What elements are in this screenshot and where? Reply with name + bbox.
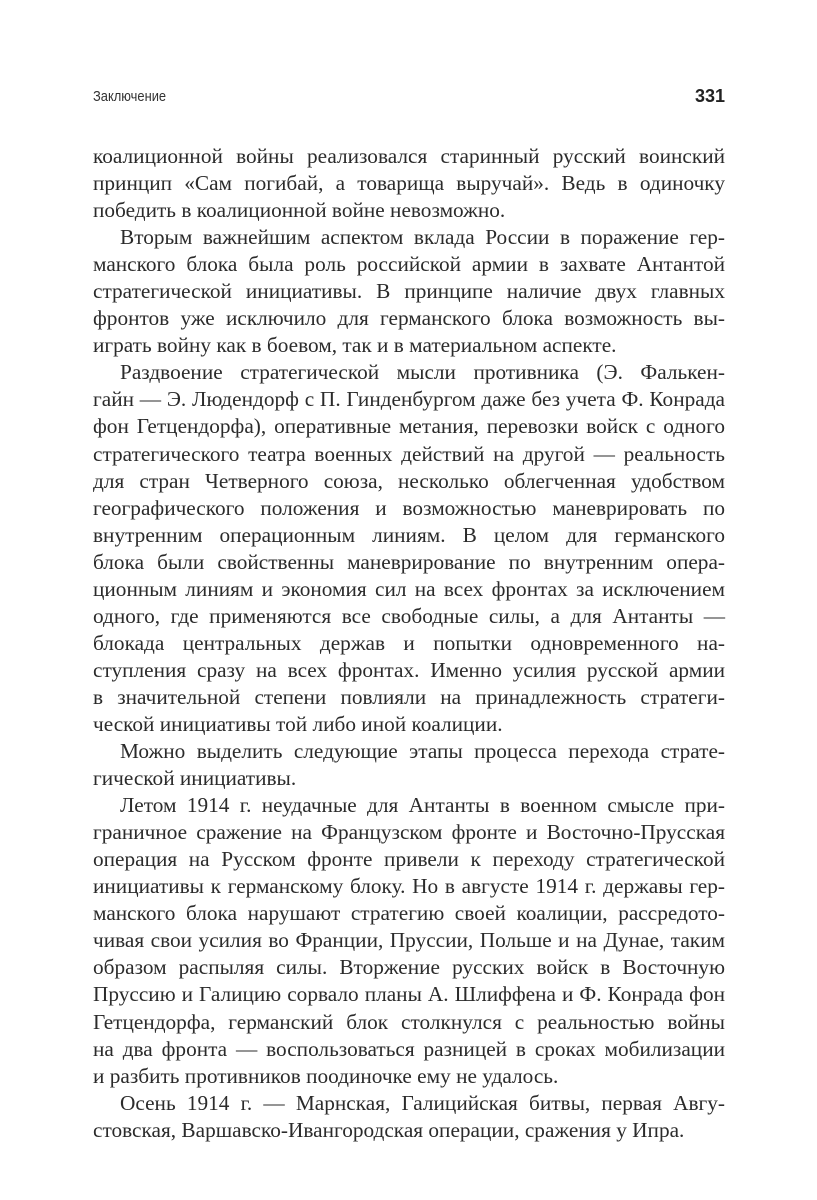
text-line: принцип «Сам погибай, а товарища выручай». Ведь в одиночку	[93, 171, 725, 196]
text-line: географического положения и возможностью маневрировать по	[93, 495, 725, 520]
text-line: коалиционной войны реализовался старинный русский воинский	[93, 144, 725, 168]
text-line: Гетцендорфа, германский блок столкнулся с реальностью войны	[93, 1009, 725, 1034]
paragraph	[93, 143, 725, 224]
running-title: Заключение	[93, 88, 167, 105]
text-line: чивая свои усилия во Франции, Пруссии, Польше и на Дунае, таким	[93, 928, 725, 953]
text-line: стовская, Варшавско-Ивангородская операции, сражения у Ипра.	[93, 1117, 685, 1142]
text-line: в значительной степени повлияли на принадлежность стратеги-	[93, 684, 725, 709]
text-line: одного, где применяются все свободные силы, а для Антанты —	[93, 603, 725, 628]
text-line: граничное сражение на Французском фронте и Восточно-Прусская	[93, 820, 725, 845]
text-line: гайн — Э. Людендорф с П. Гинденбургом даже без учета Ф. Конрада	[93, 387, 725, 412]
text-line: фронтов уже исключило для германского блока возможность вы-	[93, 306, 725, 331]
text-line: операция на Русском фронте привели к переходу стратегической	[93, 847, 725, 872]
paragraph	[93, 1090, 725, 1144]
text-line: Пруссию и Галицию сорвало планы А. Шлиффена и Ф. Конрада фон	[93, 982, 725, 1007]
paragraph	[93, 738, 725, 792]
text-line: и разбить противников поодиночке ему не удалось.	[93, 1063, 559, 1088]
text-line: ционным линиям и экономия сил на всех фронтах за исключением	[93, 576, 725, 601]
text-line: ческой инициативы той либо иной коалиции.	[93, 711, 503, 736]
page-number: 331	[694, 86, 725, 106]
text-line: на два фронта — воспользоваться разницей в сроках мобилизации	[93, 1036, 725, 1061]
text-line: блокада центральных держав и попытки одновременного на-	[93, 630, 725, 655]
text-line: внутренним операционным линиям. В целом для германского	[93, 522, 725, 547]
text-line: стратегического театра военных действий на другой — реальность	[93, 441, 725, 466]
paragraph	[93, 359, 725, 738]
text-line: стратегической инициативы. В принципе наличие двух главных	[93, 279, 725, 304]
body-text	[93, 143, 725, 1144]
paragraph	[93, 792, 725, 1090]
text-line: Можно выделить следующие этапы процесса перехода страте-	[120, 739, 725, 764]
text-line: манского блока была роль российской армии в захвате Антантой	[93, 252, 725, 277]
text-line: играть войну как в боевом, так и в материальном аспекте.	[93, 333, 617, 358]
text-line: Летом 1914 г. неудачные для Антанты в военном смысле при-	[120, 793, 725, 818]
text-line: гической инициативы.	[93, 766, 297, 791]
text-line: инициативы к германскому блоку. Но в августе 1914 г. державы гер-	[93, 874, 725, 899]
text-line: блока были свойственны маневрирование по внутренним опера-	[93, 549, 725, 574]
text-line: Осень 1914 г. — Марнская, Галицийская битвы, первая Авгу-	[120, 1090, 725, 1115]
page-header	[93, 86, 725, 114]
paragraph	[93, 224, 725, 359]
text-line: ступления сразу на всех фронтах. Именно усилия русской армии	[93, 657, 725, 682]
text-line: Вторым важнейшим аспектом вклада России в поражение гер-	[120, 225, 725, 250]
text-line: образом распыляя силы. Вторжение русских войск в Восточную	[93, 955, 725, 980]
text-line: победить в коалиционной войне невозможно.	[93, 198, 506, 223]
text-line: для стран Четверного союза, несколько облегченная удобством	[93, 468, 725, 493]
text-line: манского блока нарушают стратегию своей коалиции, рассредото-	[93, 901, 725, 926]
text-line: Раздвоение стратегической мысли противника (Э. Фалькен-	[120, 360, 725, 385]
text-line: фон Гетцендорфа), оперативные метания, перевозки войск с одного	[93, 414, 725, 439]
